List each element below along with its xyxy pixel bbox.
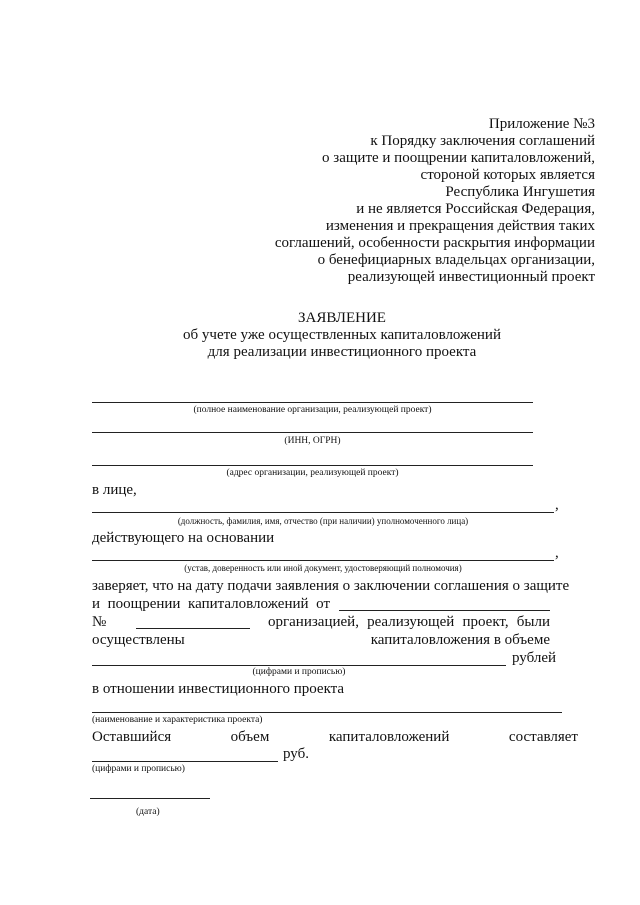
- remaining-amount-field[interactable]: [92, 761, 278, 762]
- appendix-line: стороной которых является: [420, 167, 595, 183]
- rub-label: руб.: [283, 746, 309, 762]
- word: капиталовложений: [188, 596, 309, 612]
- appendix-line: изменения и прекращения действия таких: [325, 218, 595, 234]
- appendix-header: [275, 116, 595, 286]
- title-subtitle-1: об учете уже осуществленных капиталовложений: [183, 327, 501, 343]
- title-subtitle-2: для реализации инвестиционного проекта: [207, 344, 477, 360]
- amount-caption: (цифрами и прописью): [252, 667, 346, 677]
- application-number-field[interactable]: [136, 628, 250, 629]
- certifies-line-2: [92, 596, 330, 613]
- word: Оставшийся: [92, 729, 172, 745]
- word: проект,: [462, 614, 509, 630]
- appendix-line: соглашений, особенности раскрытия информации: [274, 235, 595, 251]
- certifies-line-1: заверяет, что на дату подачи заявления о заключении соглашения о защите: [92, 578, 570, 594]
- appendix-line: о бенефициарных владельцах организации,: [317, 252, 595, 268]
- date-caption: (дата): [136, 807, 160, 817]
- appendix-line: реализующей инвестиционный проект: [347, 269, 595, 285]
- word: были: [516, 614, 550, 630]
- appendix-line: о защите и поощрении капиталовложений,: [322, 150, 595, 166]
- org-words-line: [268, 614, 550, 631]
- implemented-label: осуществлены: [92, 632, 185, 648]
- document-title: [0, 310, 640, 361]
- word: составляет: [508, 729, 578, 745]
- date-field[interactable]: [90, 798, 210, 799]
- address-field[interactable]: [92, 465, 533, 466]
- word: поощрении: [107, 596, 181, 612]
- title-main: ЗАЯВЛЕНИЕ: [298, 310, 386, 326]
- project-field[interactable]: [92, 712, 562, 713]
- investment-volume-label: капиталовложения в объеме: [370, 632, 550, 648]
- project-caption: (наименование и характеристика проекта): [92, 715, 263, 725]
- word: от: [316, 596, 330, 612]
- word: капиталовложений: [328, 729, 450, 745]
- comma: ,: [555, 545, 559, 561]
- comma: ,: [555, 497, 559, 513]
- rubles-label: рублей: [512, 650, 557, 666]
- remaining-amount-caption: (цифрами и прописью): [92, 764, 185, 774]
- word: объем: [230, 729, 270, 745]
- appendix-line: и не является Российская Федерация,: [356, 201, 595, 217]
- word: и: [92, 596, 101, 612]
- appendix-line: к Порядку заключения соглашений: [370, 133, 595, 149]
- remaining-investment-line: [92, 729, 578, 746]
- org-name-caption: (полное наименование организации, реализующей проект): [193, 405, 432, 415]
- word: реализующей: [367, 614, 455, 630]
- inn-ogrn-field[interactable]: [92, 432, 533, 433]
- amount-field[interactable]: [92, 665, 506, 666]
- representative-field[interactable]: [92, 512, 554, 513]
- inn-ogrn-caption: (ИНН, ОГРН): [284, 436, 341, 446]
- address-caption: (адрес организации, реализующей проект): [226, 468, 399, 478]
- acting-basis-label: действующего на основании: [92, 530, 275, 546]
- number-sign: №: [92, 614, 107, 630]
- org-name-field[interactable]: [92, 402, 533, 403]
- in-person-label: в лице,: [92, 482, 137, 498]
- representative-caption: (должность, фамилия, имя, отчество (при наличии) уполномоченного лица): [177, 516, 469, 526]
- appendix-line: Республика Ингушетия: [445, 184, 595, 200]
- basis-document-field[interactable]: [92, 560, 554, 561]
- word: организацией,: [268, 614, 359, 630]
- regarding-project-label: в отношении инвестиционного проекта: [92, 681, 345, 697]
- basis-document-caption: (устав, доверенность или иной документ, удостоверяющий полномочия): [184, 563, 462, 573]
- application-date-field[interactable]: [339, 610, 550, 611]
- appendix-line: Приложение №3: [488, 116, 595, 132]
